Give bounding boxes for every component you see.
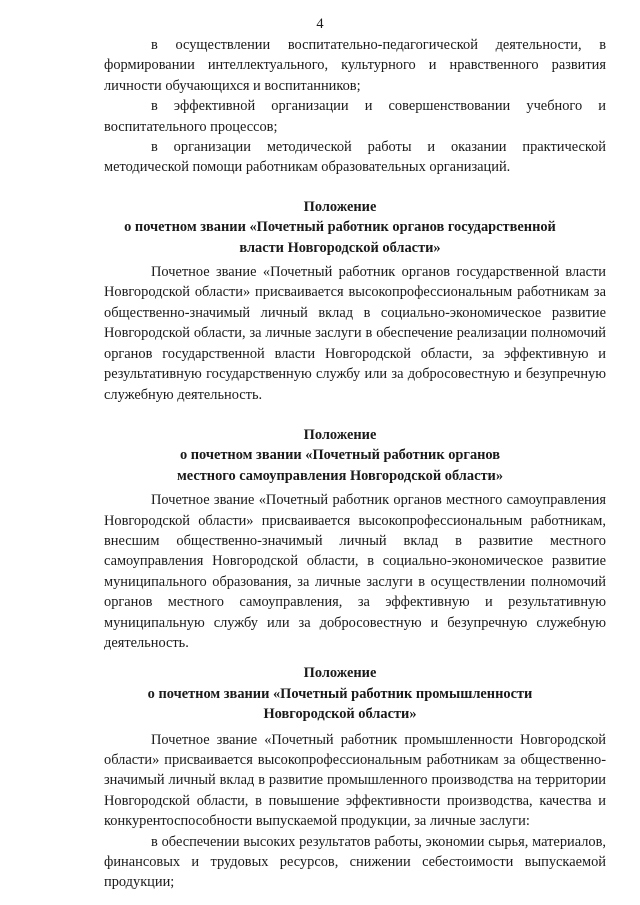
heading-line: местного самоуправления Новгородской области» (176, 467, 504, 484)
page-number: 4 (316, 16, 324, 32)
heading-line: о почетном звании «Почетный работник промышленности (147, 685, 533, 702)
section-paragraph: Почетное звание «Почетный работник промышленности Новгородской области» присваивается высокопрофессиональным работникам за общественно-значимый личный вклад в развитие промышленного производства на территории Новгородской области, в повышение эффективности производства, качества и конкурентоспособности выпускаемой продукции, за личные заслуги: (104, 731, 606, 830)
section-list-item: в обеспечении высоких результатов работы, экономии сырья, материалов, финансовых и трудовых ресурсов, снижении себестоимости выпускаемой продукции; (104, 833, 606, 891)
intro-item: в осуществлении воспитательно-педагогической деятельности, в формировании интеллектуального, культурного и нравственного развития личности обучающихся и воспитанников; (104, 37, 606, 94)
section-heading-industry (74, 663, 606, 724)
heading-line: Положение (303, 665, 377, 682)
section-heading-local-government (74, 425, 606, 486)
intro-item: в эффективной организации и совершенствовании учебного и воспитательного процессов; (104, 98, 606, 135)
heading-line: Положение (303, 426, 377, 443)
heading-line: о почетном звании «Почетный работник органов государственной (124, 219, 556, 236)
heading-line: о почетном звании «Почетный работник органов (179, 447, 501, 464)
heading-line: Новгородской области» (263, 706, 417, 723)
heading-line: Положение (303, 198, 377, 215)
section-paragraph: Почетное звание «Почетный работник органов местного самоуправления Новгородской области» присваивается высокопрофессиональным работникам, внесшим общественно-значимый личный вклад в развитие местного самоуправления Новгородской области, в социально-экономическое развитие муниципального образования, за личные заслуги в осуществлении полномочий органов местного самоуправления, за эффективную и результативную муниципальную службу или за добросовестную и безупречную служебную деятельность. (104, 492, 606, 651)
section-heading-state-authorities (74, 197, 606, 258)
intro-item: в организации методической работы и оказании практической методической помощи работникам образовательных организаций. (104, 139, 606, 176)
section-paragraph: Почетное звание «Почетный работник органов государственной власти Новгородской области» присваивается высокопрофессиональным работникам за общественно-значимый личный вклад в социально-экономическое развитие Новгородской области, за личные заслуги в обеспечение реализации полномочий органов государственной власти Новгородской области, за эффективную и результативную государственную службу или за добросовестную и безупречную служебную деятельность. (104, 264, 606, 403)
intro-list (104, 35, 606, 178)
heading-line: власти Новгородской области» (239, 239, 441, 256)
